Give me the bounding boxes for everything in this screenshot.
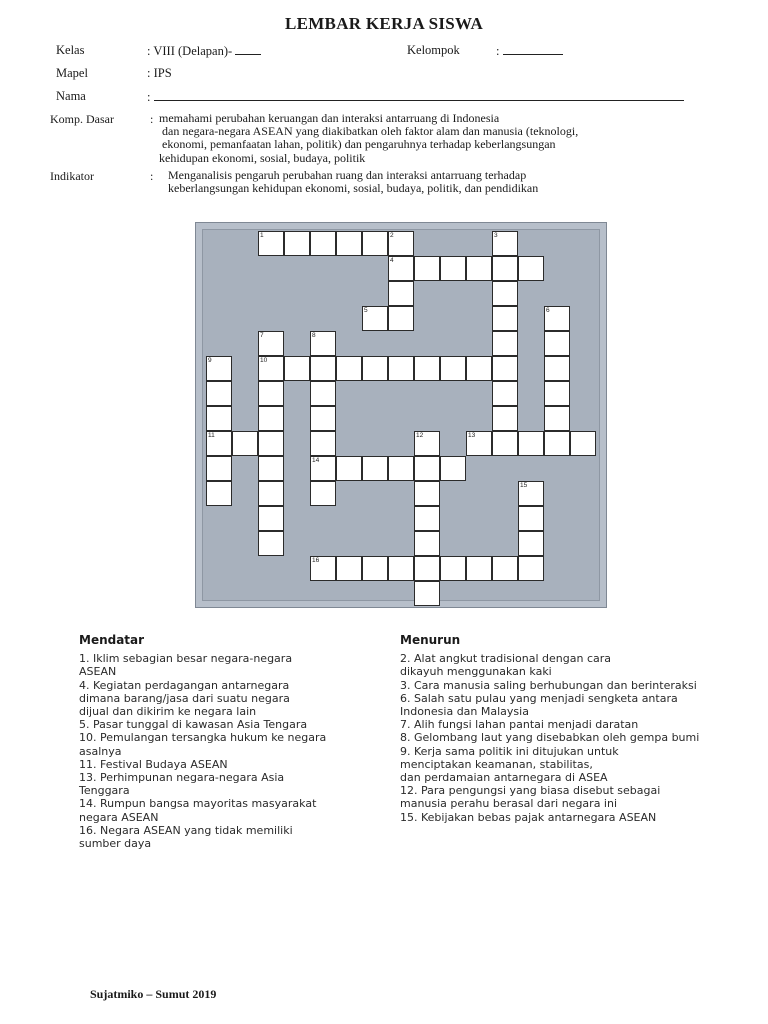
menurun-clue: 9. Kerja sama politik ini ditujukan untuk	[400, 744, 619, 758]
crossword-cell[interactable]	[362, 556, 388, 581]
indikator-label: Indikator	[50, 169, 94, 183]
clue-number: 2	[390, 232, 394, 239]
crossword-cell[interactable]	[310, 381, 336, 406]
crossword-cell[interactable]	[414, 456, 440, 481]
crossword-cell[interactable]	[492, 306, 518, 331]
crossword-cell[interactable]	[414, 556, 440, 581]
crossword-cell[interactable]	[570, 431, 596, 456]
crossword-cell[interactable]	[544, 431, 570, 456]
crossword-cell[interactable]	[388, 456, 414, 481]
crossword-cell[interactable]	[492, 381, 518, 406]
crossword-cell[interactable]	[492, 356, 518, 381]
clue-number: 9	[208, 357, 212, 364]
kelompok-value: :	[496, 44, 500, 58]
mapel-label: Mapel	[56, 66, 88, 80]
crossword-cell[interactable]	[258, 506, 284, 531]
mendatar-clue: 1. Iklim sebagian besar negara-negara	[79, 652, 293, 666]
crossword-cell[interactable]	[258, 406, 284, 431]
crossword-cell[interactable]	[362, 306, 388, 331]
crossword-cell[interactable]	[440, 456, 466, 481]
crossword-cell[interactable]	[336, 456, 362, 481]
clue-number: 14	[312, 457, 320, 464]
kelas-blank[interactable]	[235, 43, 261, 55]
crossword-cell[interactable]	[466, 356, 492, 381]
mapel-value: : IPS	[147, 66, 172, 80]
crossword-cell[interactable]	[206, 381, 232, 406]
clue-number: 4	[390, 257, 394, 264]
crossword-cell[interactable]	[310, 556, 336, 581]
crossword-cell[interactable]	[492, 281, 518, 306]
mendatar-clue: 13. Perhimpunan negara-negara Asia	[79, 771, 285, 785]
menurun-clue: 3. Cara manusia saling berhubungan dan berinteraksi	[400, 678, 697, 692]
crossword-cell[interactable]	[518, 531, 544, 556]
menurun-clue: 6. Salah satu pulau yang menjadi sengketa antara	[400, 691, 678, 705]
crossword-cell[interactable]	[492, 331, 518, 356]
clue-number: 3	[494, 232, 498, 239]
clue-number: 16	[312, 557, 320, 564]
crossword-cell[interactable]	[310, 231, 336, 256]
crossword-cell[interactable]	[440, 256, 466, 281]
crossword-cell[interactable]	[492, 231, 518, 256]
clue-number: 15	[520, 482, 528, 489]
crossword-cell[interactable]	[362, 231, 388, 256]
nama-label: Nama	[56, 89, 86, 103]
menurun-clue: 15. Kebijakan bebas pajak antarnegara ASEAN	[400, 810, 657, 824]
nama-blank[interactable]	[154, 89, 684, 101]
crossword-cell[interactable]	[258, 331, 284, 356]
footer-credit: Sujatmiko – Sumut 2019	[90, 987, 217, 1001]
crossword-cell[interactable]	[336, 556, 362, 581]
crossword-cell[interactable]	[388, 256, 414, 281]
clue-number: 7	[260, 332, 264, 339]
crossword-cell[interactable]	[492, 431, 518, 456]
crossword-cell[interactable]	[466, 431, 492, 456]
clue-number: 10	[260, 357, 268, 364]
crossword-cell[interactable]	[206, 406, 232, 431]
crossword-cell[interactable]	[414, 481, 440, 506]
crossword-cell[interactable]	[336, 356, 362, 381]
kelas-value: : VIII (Delapan)-	[147, 44, 233, 58]
crossword-cell[interactable]	[258, 456, 284, 481]
indikator-line: keberlangsungan kehidupan ekonomi, sosial, budaya, politik, dan pendidikan	[168, 181, 539, 196]
clue-number: 11	[208, 432, 215, 439]
crossword-cell[interactable]	[258, 431, 284, 456]
kelompok-field[interactable]	[496, 43, 563, 59]
menurun-clue: dikayuh menggunakan kaki	[400, 665, 552, 679]
komp-dasar-line: ekonomi, pemanfaatan lahan, politik) dan pengaruhnya terhadap keberlangsungan	[162, 137, 556, 152]
crossword-cell[interactable]	[518, 431, 544, 456]
crossword-cell[interactable]	[310, 356, 336, 381]
mendatar-clue: 14. Rumpun bangsa mayoritas masyarakat	[79, 797, 317, 811]
crossword-cell[interactable]	[206, 431, 232, 456]
menurun-clue: menciptakan keamanan, stabilitas,	[400, 757, 593, 771]
mendatar-clue: Tenggara	[79, 784, 130, 798]
mendatar-clue: negara ASEAN	[79, 810, 159, 824]
menurun-clue: 8. Gelombang laut yang disebabkan oleh gempa bumi	[400, 731, 700, 745]
kelompok-label: Kelompok	[407, 43, 460, 57]
crossword-cell[interactable]	[362, 356, 388, 381]
mendatar-clue: 4. Kegiatan perdagangan antarnegara	[79, 678, 290, 692]
komp-dasar-line: dan negara-negara ASEAN yang diakibatkan oleh faktor alam dan manusia (teknologi,	[162, 124, 579, 139]
clue-number: 13	[468, 432, 476, 439]
mendatar-clue: dimana barang/jasa dari suatu negara	[79, 691, 290, 705]
menurun-clue: 2. Alat angkut tradisional dengan cara	[400, 652, 611, 666]
page-title: LEMBAR KERJA SISWA	[284, 14, 484, 33]
crossword-cell[interactable]	[388, 356, 414, 381]
mendatar-clue: 11. Festival Budaya ASEAN	[79, 757, 228, 771]
crossword-grid	[195, 222, 607, 608]
crossword-cell[interactable]	[414, 356, 440, 381]
komp-dasar-line: kehidupan ekonomi, sosial, budaya, politik	[159, 150, 366, 165]
crossword-cell[interactable]	[206, 456, 232, 481]
crossword-cell[interactable]	[310, 456, 336, 481]
crossword-cell[interactable]	[284, 356, 310, 381]
mendatar-clue: ASEAN	[79, 665, 117, 679]
crossword-cell[interactable]	[258, 356, 284, 381]
mendatar-clues	[79, 634, 326, 850]
crossword-cell[interactable]	[518, 481, 544, 506]
crossword-cell[interactable]	[388, 281, 414, 306]
menurun-clue: dan perdamaian antarnegara di ASEA	[400, 771, 608, 785]
komp-dasar-text	[159, 112, 578, 165]
crossword-cell[interactable]	[414, 506, 440, 531]
crossword-cell[interactable]	[284, 231, 310, 256]
crossword-cell[interactable]	[544, 306, 570, 331]
clue-number: 12	[416, 432, 424, 439]
crossword-cell[interactable]	[232, 431, 258, 456]
crossword-cell[interactable]	[544, 406, 570, 431]
menurun-clue: manusia perahu berasal dari negara ini	[400, 797, 618, 811]
crossword-cell[interactable]	[414, 431, 440, 456]
crossword-cell[interactable]	[440, 356, 466, 381]
crossword-cell[interactable]	[310, 331, 336, 356]
kelas-field[interactable]	[147, 43, 261, 59]
crossword-cell[interactable]	[414, 581, 440, 606]
crossword-cell[interactable]	[258, 481, 284, 506]
mendatar-heading: Mendatar	[79, 633, 145, 647]
crossword-cell[interactable]	[544, 381, 570, 406]
crossword-cell[interactable]	[362, 456, 388, 481]
crossword-cell[interactable]	[518, 506, 544, 531]
menurun-clue: 7. Alih fungsi lahan pantai menjadi daratan	[400, 718, 639, 732]
crossword-cell[interactable]	[466, 556, 492, 581]
nama-value: :	[147, 90, 151, 104]
menurun-clues	[400, 634, 699, 824]
mendatar-clue: dijual dan dikirim ke negara lain	[79, 705, 257, 719]
crossword-cell[interactable]	[310, 431, 336, 456]
clue-number: 1	[260, 232, 264, 239]
crossword-cell[interactable]	[388, 306, 414, 331]
clue-number: 6	[546, 307, 550, 314]
crossword-cell[interactable]	[388, 231, 414, 256]
indikator-line: Menganalisis pengaruh perubahan ruang dan interaksi antarruang terhadap	[168, 168, 527, 182]
crossword-cell[interactable]	[258, 231, 284, 256]
nama-field[interactable]	[147, 89, 684, 105]
crossword-cell[interactable]	[492, 406, 518, 431]
menurun-heading: Menurun	[400, 633, 461, 647]
crossword-cell[interactable]	[258, 381, 284, 406]
mendatar-clue: asalnya	[79, 744, 122, 758]
mendatar-clue: sumber daya	[79, 837, 152, 851]
crossword-cell[interactable]	[518, 256, 544, 281]
crossword-cell[interactable]	[310, 481, 336, 506]
crossword-cell[interactable]	[258, 531, 284, 556]
komp-dasar-label: Komp. Dasar	[50, 112, 114, 126]
menurun-clue: Indonesia dan Malaysia	[400, 705, 529, 719]
crossword-cell[interactable]	[518, 556, 544, 581]
crossword-cell[interactable]	[206, 356, 232, 381]
crossword-cell[interactable]	[544, 331, 570, 356]
crossword-cell[interactable]	[414, 531, 440, 556]
crossword-cell[interactable]	[544, 356, 570, 381]
crossword-cell[interactable]	[492, 556, 518, 581]
crossword-cell[interactable]	[414, 256, 440, 281]
crossword-cell[interactable]	[206, 481, 232, 506]
crossword-cell[interactable]	[310, 406, 336, 431]
komp-dasar-colon: :	[150, 112, 154, 126]
indikator-colon: :	[150, 169, 154, 183]
crossword-cell[interactable]	[466, 256, 492, 281]
indikator-text	[168, 169, 538, 195]
crossword-cell[interactable]	[492, 256, 518, 281]
kelompok-blank[interactable]	[503, 43, 563, 55]
mendatar-clue: 5. Pasar tunggal di kawasan Asia Tengara	[79, 718, 308, 732]
mendatar-clue: 16. Negara ASEAN yang tidak memiliki	[79, 823, 293, 837]
kelas-label: Kelas	[56, 43, 85, 57]
crossword-cell[interactable]	[388, 556, 414, 581]
clue-number: 5	[364, 307, 368, 314]
crossword-cell[interactable]	[440, 556, 466, 581]
clue-number: 8	[312, 332, 316, 339]
mendatar-clue: 10. Pemulangan tersangka hukum ke negara	[79, 731, 327, 745]
crossword-cell[interactable]	[336, 231, 362, 256]
menurun-clue: 12. Para pengungsi yang biasa disebut sebagai	[400, 784, 661, 798]
komp-dasar-line: memahami perubahan keruangan dan interaksi antarruang di Indonesia	[159, 111, 500, 125]
